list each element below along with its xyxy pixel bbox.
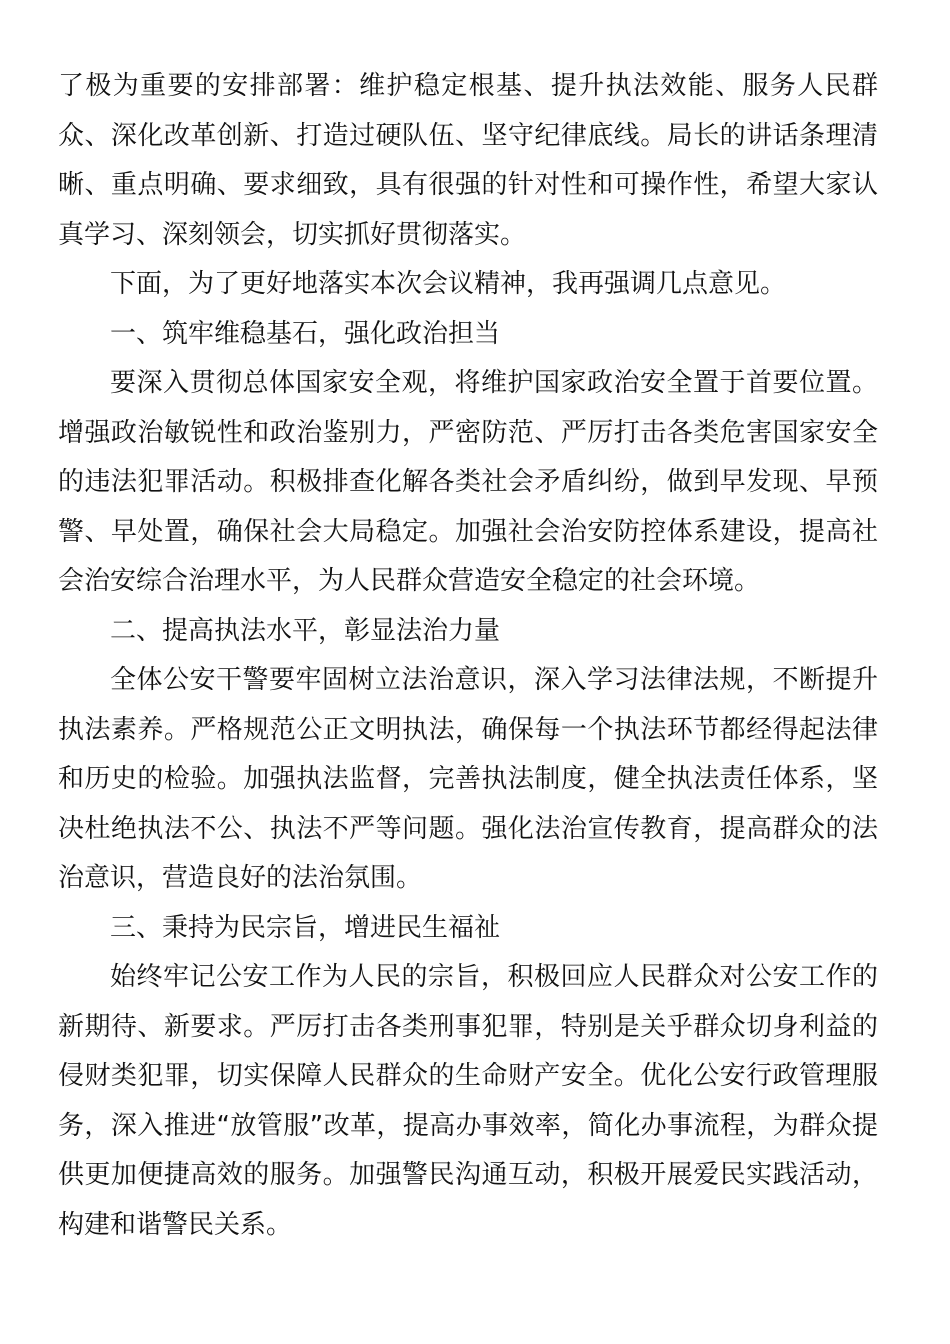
document-page [58,62,878,1250]
section-heading-3: 三、秉持为民宗旨，增进民生福祉 [110,912,501,943]
section-heading-2: 二、提高执法水平，彰显法治力量 [110,615,501,646]
paragraph-section-3: 始终牢记公安工作为人民的宗旨，积极回应人民群众对公安工作的新期待、新要求。严厉打击各类刑事犯罪，特别是关乎群众切身利益的侵财类犯罪，切实保障人民群众的生命财产安全。优化公安行政管理服务，深入推进“放管服”改革，提高办事效率，简化办事流程，为群众提供更加便捷高效的服务。加强警民沟通互动，积极开展爱民实践活动，构建和谐警民关系。 [58,962,878,1240]
paragraph-intro: 了极为重要的安排部署：维护稳定根基、提升执法效能、服务人民群众、深化改革创新、打造过硬队伍、坚守纪律底线。局长的讲话条理清晰、重点明确、要求细致，具有很强的针对性和可操作性，希望大家认真学习、深刻领会，切实抓好贯彻落实。 [58,71,878,250]
paragraph-transition: 下面，为了更好地落实本次会议精神，我再强调几点意见。 [110,269,787,299]
paragraph-section-1: 要深入贯彻总体国家安全观，将维护国家政治安全置于首要位置。增强政治敏锐性和政治鉴别力，严密防范、严厉打击各类危害国家安全的违法犯罪活动。积极排查化解各类社会矛盾纠纷，做到早发现、早预警、早处置，确保社会大局稳定。加强社会治安防控体系建设，提高社会治安综合治理水平，为人民群众营造安全稳定的社会环境。 [58,368,878,596]
section-heading-1: 一、筑牢维稳基石，强化政治担当 [110,318,501,349]
paragraph-section-2: 全体公安干警要牢固树立法治意识，深入学习法律法规，不断提升执法素养。严格规范公正文明执法，确保每一个执法环节都经得起法律和历史的检验。加强执法监督，完善执法制度，健全执法责任体系，坚决杜绝执法不公、执法不严等问题。强化法治宣传教育，提高群众的法治意识，营造良好的法治氛围。 [58,665,878,893]
